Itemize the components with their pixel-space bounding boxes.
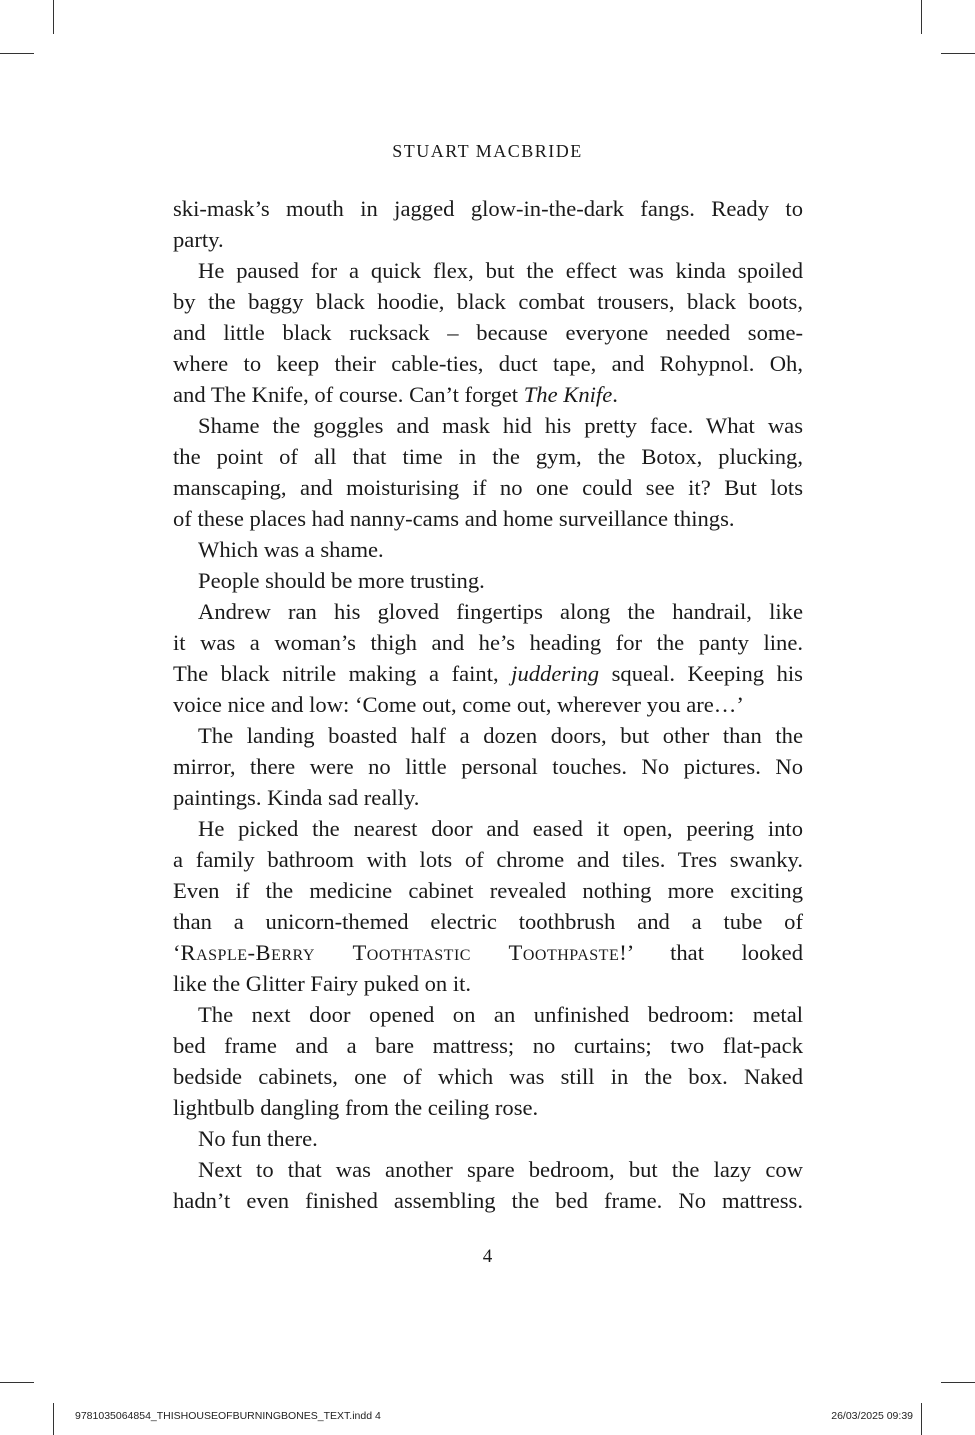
text-line: and The Knife, of course. Can’t forget The Knife.: [173, 382, 618, 407]
text-line: hadn’t even finished assembling the bed frame. No mattress.: [173, 1188, 803, 1213]
text-line: He paused for a quick flex, but the effect was kinda spoiled: [198, 258, 803, 283]
text-line: Which was a shame.: [198, 537, 384, 562]
text-line: People should be more trusting.: [198, 568, 485, 593]
body-text: [173, 193, 803, 1216]
text-line: ‘Rasple-Berry Toothtastic Toothpaste!’ that looked: [173, 940, 803, 965]
text-line: The next door opened on an unfinished bedroom: metal: [198, 1002, 803, 1027]
text-line: ski-mask’s mouth in jagged glow-in-the-dark fangs. Ready to: [173, 196, 803, 221]
text-line: the point of all that time in the gym, the Botox, plucking,: [173, 444, 803, 469]
crop-mark-bottom-left-h: [0, 1382, 34, 1383]
text-line: manscaping, and moisturising if no one could see it? But lots: [173, 475, 803, 500]
slug-file-info: 9781035064854_THISHOUSEOFBURNINGBONES_TEXT.indd 4: [75, 1410, 381, 1422]
crop-mark-bottom-left: [53, 1403, 54, 1435]
crop-mark-top-right: [921, 0, 922, 34]
text-line: it was a woman’s thigh and he’s heading for the panty line.: [173, 630, 803, 655]
page-number: 4: [482, 1246, 493, 1267]
text-line: by the baggy black hoodie, black combat trousers, black boots,: [173, 289, 803, 314]
crop-mark-bottom-right: [921, 1403, 922, 1435]
italic-word: juddering: [511, 661, 600, 686]
crop-mark-top-right-h: [941, 53, 975, 54]
crop-mark-top-left-h: [0, 53, 34, 54]
text-line: than a unicorn-themed electric toothbrush and a tube of: [173, 909, 803, 934]
running-head: STUART MACBRIDE: [392, 141, 583, 161]
text-line: The black nitrile making a faint, juddering squeal. Keeping his: [173, 661, 803, 686]
text-line: and little black rucksack – because everyone needed some-: [173, 320, 803, 345]
text-line: voice nice and low: ‘Come out, come out, wherever you are…’: [173, 692, 744, 717]
text-line: Next to that was another spare bedroom, but the lazy cow: [198, 1157, 803, 1182]
text-line: bed frame and a bare mattress; no curtains; two flat-pack: [173, 1033, 803, 1058]
text-line: The landing boasted half a dozen doors, but other than the: [198, 723, 803, 748]
text-line: bedside cabinets, one of which was still in the box. Naked: [173, 1064, 803, 1089]
crop-mark-bottom-right-h: [941, 1382, 975, 1383]
text-line: paintings. Kinda sad really.: [173, 785, 420, 810]
text-line: like the Glitter Fairy puked on it.: [173, 971, 472, 996]
italic-phrase: The Knife: [523, 382, 613, 407]
text-line: where to keep their cable-ties, duct tape, and Rohypnol. Oh,: [173, 351, 803, 376]
small-caps-phrase: Rasple-Berry Toothtastic Toothpaste: [180, 940, 620, 965]
text-line: No fun there.: [198, 1126, 318, 1151]
crop-mark-top-left: [53, 0, 54, 34]
text-line: lightbulb dangling from the ceiling rose.: [173, 1095, 539, 1120]
text-line: He picked the nearest door and eased it open, peering into: [198, 816, 803, 841]
text-line: Even if the medicine cabinet revealed nothing more exciting: [173, 878, 803, 903]
text-line: of these places had nanny-cams and home surveillance things.: [173, 506, 735, 531]
text-line: party.: [173, 227, 224, 252]
slug-datetime: 26/03/2025 09:39: [831, 1410, 913, 1422]
text-line: a family bathroom with lots of chrome and tiles. Tres swanky.: [173, 847, 803, 872]
text-line: Andrew ran his gloved fingertips along the handrail, like: [198, 599, 803, 624]
text-line: mirror, there were no little personal touches. No pictures. No: [173, 754, 803, 779]
text-line: Shame the goggles and mask hid his pretty face. What was: [198, 413, 803, 438]
